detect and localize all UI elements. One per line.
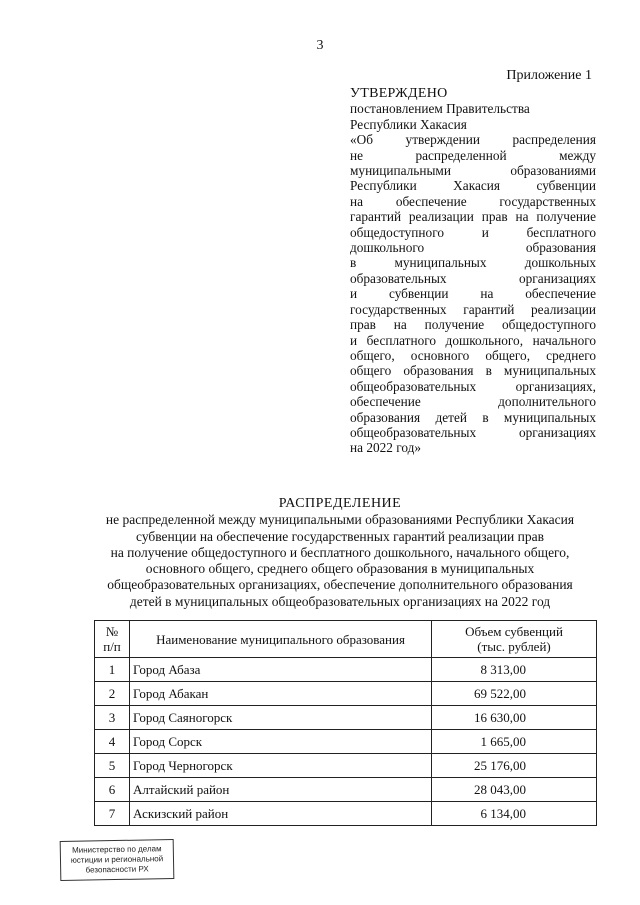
cell-num: 7	[95, 802, 130, 826]
table-body	[95, 658, 597, 826]
approval-line: общего, основного общего, среднего	[350, 347, 596, 363]
cell-name: Город Черногорск	[130, 754, 432, 778]
cell-name: Город Саяногорск	[130, 706, 432, 730]
cell-amount: 8 313,00	[432, 658, 597, 682]
cell-num: 6	[95, 778, 130, 802]
cell-num: 3	[95, 706, 130, 730]
table-row	[95, 754, 597, 778]
approval-line: постановлением Правительства	[350, 101, 530, 117]
approval-block	[350, 86, 596, 456]
cell-name: Город Сорск	[130, 730, 432, 754]
approval-line: образовательных организациях	[350, 270, 596, 286]
stamp-line: юстиции и региональной	[70, 854, 164, 865]
cell-name: Аскизский район	[130, 802, 432, 826]
cell-amount: 69 522,00	[432, 682, 597, 706]
header-amount: Объем субвенций (тыс. рублей)	[432, 621, 597, 658]
approval-line: Республики Хакасия субвенции	[350, 178, 596, 194]
subtitle-line: основного общего, среднего общего образования в муниципальных	[145, 561, 535, 577]
cell-amount: 16 630,00	[432, 706, 597, 730]
document-title-block	[60, 496, 620, 610]
table-row	[95, 682, 597, 706]
table-header-row	[95, 621, 597, 658]
stamp-line: безопасности РХ	[85, 864, 149, 875]
appendix-label: Приложение 1	[506, 68, 592, 83]
subtitle-line: не распределенной между муниципальными образованиями Республики Хакасия	[105, 512, 575, 528]
approval-line: и субвенции на обеспечение	[350, 286, 596, 302]
subtitle-line: общеобразовательных организациях, обеспечение дополнительного образования	[107, 577, 573, 593]
approval-text	[350, 101, 596, 455]
table-row	[95, 730, 597, 754]
table-row	[95, 706, 597, 730]
table-row	[95, 658, 597, 682]
approval-line: в муниципальных дошкольных	[350, 255, 596, 271]
cell-name: Город Абакан	[130, 682, 432, 706]
cell-num: 1	[95, 658, 130, 682]
table-row	[95, 778, 597, 802]
distribution-table	[94, 620, 597, 826]
approval-line: Республики Хакасия	[350, 116, 467, 132]
stamp-line: Министерство по делам	[72, 844, 162, 855]
cell-amount: 6 134,00	[432, 802, 597, 826]
cell-num: 5	[95, 754, 130, 778]
approval-line: дошкольного образования	[350, 240, 596, 256]
cell-amount: 28 043,00	[432, 778, 597, 802]
approval-line: на 2022 год»	[350, 440, 422, 456]
table-row	[95, 802, 597, 826]
cell-num: 4	[95, 730, 130, 754]
cell-amount: 25 176,00	[432, 754, 597, 778]
approval-line: общеобразовательных организациях	[350, 424, 596, 440]
approval-line: общего образования в муниципальных	[350, 363, 596, 379]
document-title: РАСПРЕДЕЛЕНИЕ	[278, 496, 402, 511]
header-num: № п/п	[95, 621, 130, 658]
document-subtitle	[60, 512, 620, 610]
subtitle-line: детей в муниципальных общеобразовательных организациях на 2022 год	[129, 593, 551, 609]
approval-line: не распределенной между	[350, 147, 596, 163]
cell-name: Город Абаза	[130, 658, 432, 682]
approval-line: муниципальными образованиями	[350, 163, 596, 179]
cell-amount: 1 665,00	[432, 730, 597, 754]
approval-line: государственных гарантий реализации	[350, 301, 596, 317]
cell-num: 2	[95, 682, 130, 706]
registration-stamp	[60, 839, 175, 881]
approval-line: на обеспечение государственных	[350, 193, 596, 209]
approved-heading: УТВЕРЖДЕНО	[350, 86, 448, 101]
approval-line: образования детей в муниципальных	[350, 409, 596, 425]
approval-line: общеобразовательных организациях,	[350, 378, 596, 394]
approval-line: «Об утверждении распределения	[350, 132, 596, 148]
subtitle-line: субвенции на обеспечение государственных гарантий реализации прав	[136, 528, 544, 544]
cell-name: Алтайский район	[130, 778, 432, 802]
approval-line: гарантий реализации прав на получение	[350, 209, 596, 225]
approval-line: обеспечение дополнительного	[350, 394, 596, 410]
header-name: Наименование муниципального образования	[130, 621, 432, 658]
approval-line: общедоступного и бесплатного	[350, 224, 596, 240]
approval-line: прав на получение общедоступного	[350, 317, 596, 333]
page-number: 3	[316, 38, 324, 53]
subtitle-line: на получение общедоступного и бесплатного дошкольного, начального общего,	[110, 544, 570, 560]
approval-line: и бесплатного дошкольного, начального	[350, 332, 596, 348]
